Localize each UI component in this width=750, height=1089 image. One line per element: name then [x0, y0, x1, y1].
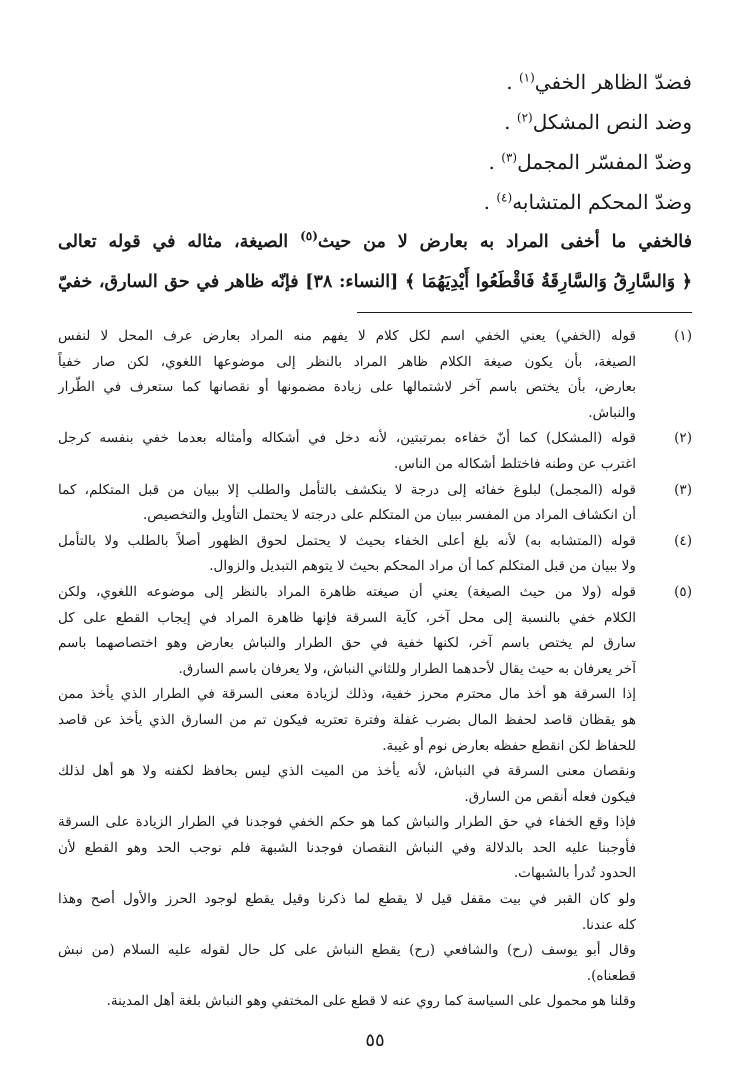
footnotes — [58, 324, 692, 1015]
footnote-5: (٥) قوله (ولا من حيث الصيغة) يعني أن صيغته ظاهرة المراد بالنظر إلى موضوعه اللغوي، ولكن الكلام خفي بالنسبة إلى محل آخر، كآية السرقة فإنها ظاهرة المراد في إيجاب القطع على كل سارق لم يختص باسم آخر، لكنها خفية في حق الطرار والنباش بعارض وهو اختصاصهما باسم آخر يعرفان به حيث يقال لأحدهما الطرار وللثاني النباش، ولا يعرفان باسم السارق. إذا السرقة هو أخذ مال محترم محرز خفية، وذلك لزيادة معنى السرقة في الطرار الذي يأخذ ممن هو يقظان قاصد لحفظ المال بضرب غفلة وفترة تعتريه فيكون تم من السارق الذي يأخذ عن قاصد للحفاظ لكن انقطع حفظه بعارض نوم أو غيبة. ونقصان معنى السرقة في النباش، لأنه يأخذ من الميت الذي ليس بحافظ لكفنه ولا هو أهل لذلك فيكون فعله أنقص من السارق. فإذا وقع الخفاء في حق الطرار والنباش كما هو حكم الخفي فوجدنا في الطرار الزيادة على السرقة فأوجبنا عليه الحد بالدلالة وفي النباش النقصان فوجدنا الشبهة فلم نوجب الحد وهو القطع لأن الحدود تُدرأ بالشبهات. ولو كان القبر في بيت مقفل قيل لا يقطع لما ذكرنا وقيل يقطع لوجود الحرز والأول أصح وهذا كله عندنا. وقال أبو يوسف (رح) والشافعي (رح) يقطع النباش على كل حال لقوله عليه السلام (من نبش قطعناه). وقلنا هو محمول على السياسة كما روي عنه لا قطع على المختفي وهو النباش بلغة أهل المدينة. — [58, 580, 692, 1015]
footnote-1: (١) قوله (الخفي) يعني الخفي اسم لكل كلام لا يفهم منه المراد بعارض عرف المحل لا لنفس الصيغة، بأن يكون صيغة الكلام ظاهر المراد بالنظر إلى موضوعها اللغوي، لكن صار خفياً بعارض، بأن يختص باسم آخر لاشتمالها على زيادة مضمونها أو نقصانها كما ستعرف في الطّرار والنباش. — [58, 324, 692, 426]
main-text — [58, 62, 692, 302]
footnote-ref: (١) — [518, 70, 535, 85]
footnote-number: (٢) — [674, 430, 692, 447]
footnote-2: (٢) قوله (المشكل) كما أنّ خفاءه بمرتبتين، لأنه دخل في أشكاله وأمثاله بعدما خفي بنفسه كرجل اغترب عن وطنه فاختلط أشكاله من الناس. — [58, 426, 692, 477]
footnote-ref: (٤) — [496, 190, 513, 205]
main-paragraph-line-2: ﴿ وَالسَّارِقُ وَالسَّارِقَةُ فَاقْطَعُوا أَيْدِيَهُمَا ﴾ [النساء: ٣٨] فإنّه ظاهر في حق السارق، خفيّ — [58, 272, 692, 292]
footnote-ref: (٥) — [300, 229, 318, 244]
main-line-3: وضدّ المفسّر المجمل$^{(٣)}$ . — [488, 150, 692, 174]
page-number: ٥٥ — [365, 1030, 385, 1051]
footnote-ref: (٢) — [516, 110, 533, 125]
footnote-separator — [357, 312, 692, 313]
footnote-number: (٤) — [674, 532, 692, 549]
footnote-number: (٣) — [674, 481, 692, 498]
main-line-1: فضدّ الظاهر الخفي$^{(١)}$ . — [506, 70, 692, 94]
main-paragraph-line-1: فالخفي ما أخفى المراد به بعارض لا من حيث$^{(٥)}$ الصيغة، مثاله في قوله تعالى — [58, 229, 692, 252]
footnote-ref: (٣) — [501, 150, 518, 165]
footnote-4: (٤) قوله (المتشابه به) لأنه بلغ أعلى الخفاء بحيث لا يحتمل لحوق الظهور أصلاً بالطلب ولا بالتأمل ولا ببيان من قبل المتكلم كما أن مراد المحكم بحيث لا يتوهم التبديل والزوال. — [58, 529, 692, 580]
footnote-3: (٣) قوله (المجمل) لبلوغ خفائه إلى درجة لا ينكشف بالتأمل والطلب إلا ببيان من قبل المتكلم، كما أن انكشاف المراد من المفسر ببيان من المتكلم على درجته لا يحتمل التأويل والتخصيص. — [58, 478, 692, 529]
main-line-4: وضدّ المحكم المتشابه$^{(٤)}$ . — [483, 190, 692, 214]
footnote-number: (١) — [674, 328, 692, 344]
footnote-number: (٥) — [674, 583, 692, 600]
main-line-2: وضد النص المشكل$^{(٢)}$ . — [504, 110, 692, 134]
